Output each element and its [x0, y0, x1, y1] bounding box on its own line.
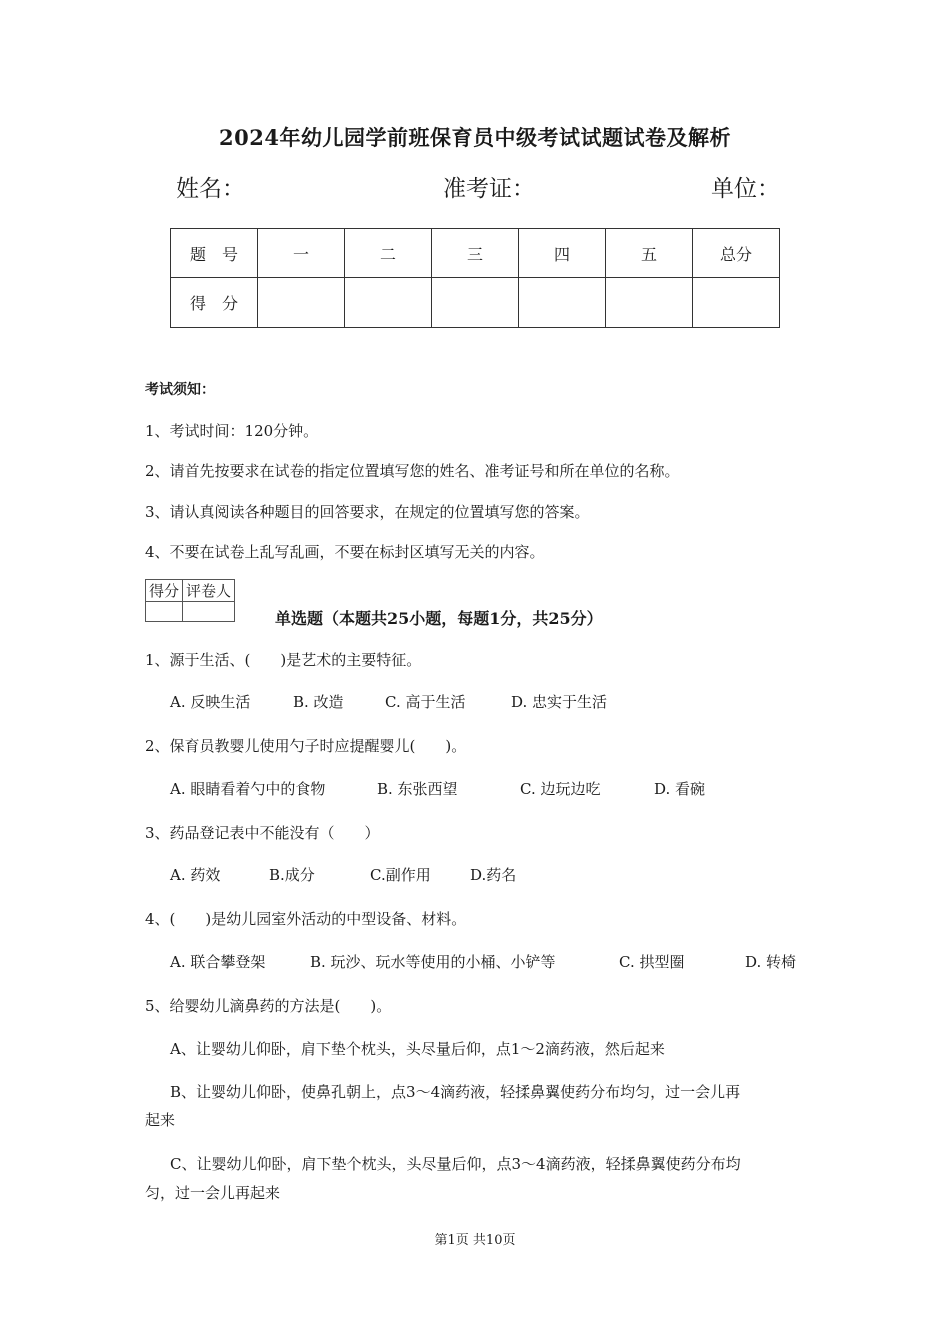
- question-stem: 3、药品登记表中不能没有（ ）: [145, 824, 380, 842]
- option-a[interactable]: A. 药效: [170, 866, 221, 884]
- grader-box: [145, 579, 235, 622]
- page-number-footer: 第1页 共10页: [434, 1233, 516, 1248]
- option-c[interactable]: C. 高于生活: [385, 693, 466, 711]
- section-title: 单选题（本题共25小题，每题1分，共25分）: [275, 609, 603, 628]
- option-b[interactable]: B.成分: [269, 866, 315, 884]
- notice-item: 1、考试时间：120分钟。: [145, 422, 319, 440]
- score-table: [170, 228, 780, 328]
- score-cell[interactable]: [519, 278, 606, 328]
- notice-item: 3、请认真阅读各种题目的回答要求，在规定的位置填写您的答案。: [145, 503, 590, 521]
- option-b[interactable]: B、让婴幼儿仰卧，使鼻孔朝上，点3～4滴药液，轻揉鼻翼使药分布均匀，过一会儿再: [170, 1083, 741, 1101]
- grader-name-cell[interactable]: [183, 602, 235, 622]
- option-b[interactable]: B. 玩沙、玩水等使用的小桶、小铲等: [310, 953, 556, 971]
- score-cell[interactable]: [432, 278, 519, 328]
- option-row: [170, 691, 607, 712]
- question-stem: 2、保育员教婴儿使用勺子时应提醒婴儿( )。: [145, 737, 467, 755]
- option-c[interactable]: C、让婴幼儿仰卧，肩下垫个枕头，头尽量后仰，点3～4滴药液，轻揉鼻翼使药分布均: [170, 1155, 741, 1173]
- option-row: [170, 951, 796, 972]
- score-cell[interactable]: [258, 278, 345, 328]
- score-header-cell: 题 号: [171, 229, 258, 278]
- score-table-score-row: [171, 278, 780, 328]
- option-a[interactable]: A. 反映生活: [170, 693, 251, 711]
- question-stem: 4、( )是幼儿园室外活动的中型设备、材料。: [145, 910, 467, 928]
- option-a[interactable]: A. 联合攀登架: [170, 953, 266, 971]
- option-d[interactable]: D. 忠实于生活: [511, 693, 608, 711]
- option-a[interactable]: A. 眼睛看着勺中的食物: [170, 780, 326, 798]
- option-c[interactable]: C. 拱型圈: [619, 953, 685, 971]
- unit-field-label: 单位：: [711, 176, 780, 202]
- option-row: [170, 778, 705, 799]
- notice-item: 2、请首先按要求在试卷的指定位置填写您的姓名、准考证号和所在单位的名称。: [145, 462, 680, 480]
- option-c[interactable]: C. 边玩边吃: [520, 780, 601, 798]
- option-b[interactable]: B. 改造: [293, 693, 344, 711]
- option-row: [170, 864, 516, 885]
- option-c-continued: 匀，过一会儿再起来: [145, 1184, 281, 1202]
- score-header-cell: 一: [258, 229, 345, 278]
- option-d[interactable]: D.药名: [470, 866, 517, 884]
- question-stem: 1、源于生活、( )是艺术的主要特征。: [145, 651, 422, 669]
- score-row-label: 得 分: [171, 278, 258, 328]
- option-b[interactable]: B. 东张西望: [377, 780, 458, 798]
- score-header-cell: 三: [432, 229, 519, 278]
- score-cell[interactable]: [693, 278, 780, 328]
- score-header-cell: 总分: [693, 229, 780, 278]
- name-field-label: 姓名：: [176, 176, 245, 202]
- option-b-continued: 起来: [145, 1111, 176, 1129]
- notice-item: 4、不要在试卷上乱写乱画，不要在标封区填写无关的内容。: [145, 543, 545, 561]
- option-d[interactable]: D. 看碗: [654, 780, 706, 798]
- score-cell[interactable]: [345, 278, 432, 328]
- grader-name-label: 评卷人: [183, 580, 235, 602]
- notice-title: 考试须知：: [145, 382, 215, 398]
- question-stem: 5、给婴幼儿滴鼻药的方法是( )。: [145, 997, 392, 1015]
- score-header-cell: 五: [606, 229, 693, 278]
- score-table-header-row: [171, 229, 780, 278]
- option-a[interactable]: A、让婴幼儿仰卧，肩下垫个枕头，头尽量后仰，点1～2滴药液，然后起来: [170, 1040, 665, 1058]
- page-title: 2024年幼儿园学前班保育员中级考试试题试卷及解析: [219, 125, 731, 150]
- score-cell[interactable]: [606, 278, 693, 328]
- grader-score-label: 得分: [146, 580, 183, 602]
- option-c[interactable]: C.副作用: [370, 866, 431, 884]
- score-header-cell: 二: [345, 229, 432, 278]
- option-d[interactable]: D. 转椅: [745, 953, 797, 971]
- grader-score-cell[interactable]: [146, 602, 183, 622]
- exam-id-field-label: 准考证：: [443, 176, 535, 202]
- score-header-cell: 四: [519, 229, 606, 278]
